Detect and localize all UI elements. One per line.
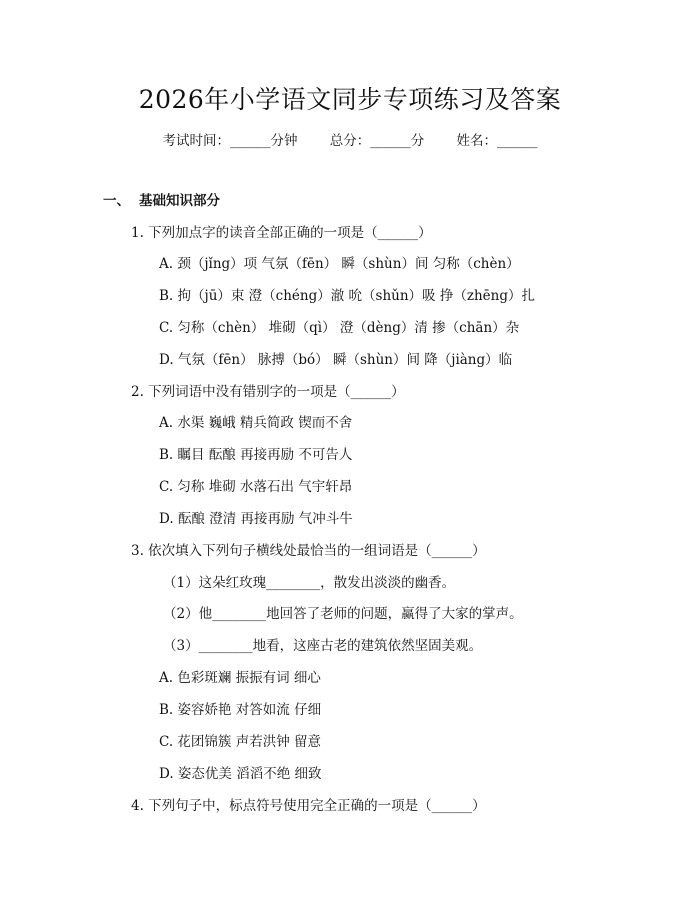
question-3-stem: 3. 依次填入下列句子横线处最恰当的一组词语是（______） (131, 543, 486, 559)
student-name-field: 姓名：______ (456, 133, 538, 149)
question-3-option-b: B. 姿容娇艳 对答如流 仔细 (159, 702, 322, 718)
question-1-stem: 1. 下列加点字的读音全部正确的一项是（______） (131, 225, 432, 241)
question-2-option-d: D. 酝酿 澄清 再接再励 气冲斗牛 (159, 511, 353, 527)
section-number: 一、 (103, 193, 130, 209)
question-4-stem: 4. 下列句子中，标点符号使用完全正确的一项是（______） (131, 798, 486, 814)
question-3-option-c: C. 花团锦簇 声若洪钟 留意 (159, 734, 322, 750)
question-1-option-a: A. 颈（jǐng）项 气氛（fēn） 瞬（shùn）间 匀称（chèn） (159, 256, 520, 272)
question-3-sentence-1: （1）这朵红玫瑰________，散发出淡淡的幽香。 (163, 575, 456, 591)
question-3-sentence-3: （3）________地看，这座古老的建筑依然坚固美观。 (163, 638, 483, 654)
question-1-option-b: B. 拘（jū）束 澄（chéng）澈 吮（shǔn）吸 挣（zhēng）扎 (159, 288, 535, 304)
question-2-option-c: C. 匀称 堆砌 水落石出 气宇轩昂 (159, 479, 353, 495)
exam-time-field: 考试时间：______分钟 (162, 133, 298, 149)
question-1-option-c: C. 匀称（chèn） 堆砌（qì） 澄（dèng）清 掺（chān）杂 (159, 320, 520, 336)
question-3-sentence-2: （2）他________地回答了老师的问题，赢得了大家的掌声。 (163, 606, 523, 622)
question-2-option-a: A. 水渠 巍峨 精兵简政 锲而不舍 (159, 415, 353, 431)
section-title: 基础知识部分 (139, 193, 220, 209)
question-2-option-b: B. 瞩目 酝酿 再接再励 不可告人 (159, 447, 353, 463)
question-1-option-d: D. 气氛（fēn） 脉搏（bó） 瞬（shùn）间 降（jiàng）临 (159, 352, 513, 368)
question-2-stem: 2. 下列词语中没有错别字的一项是（______） (131, 384, 405, 400)
question-3-option-d: D. 姿态优美 滔滔不绝 细致 (159, 766, 322, 782)
question-3-option-a: A. 色彩斑斓 振振有词 细心 (159, 670, 321, 686)
section-heading (103, 191, 220, 211)
total-score-field: 总分：______分 (329, 133, 425, 149)
exam-info-row (0, 131, 700, 151)
page-title: 2026年小学语文同步专项练习及答案 (138, 85, 562, 114)
